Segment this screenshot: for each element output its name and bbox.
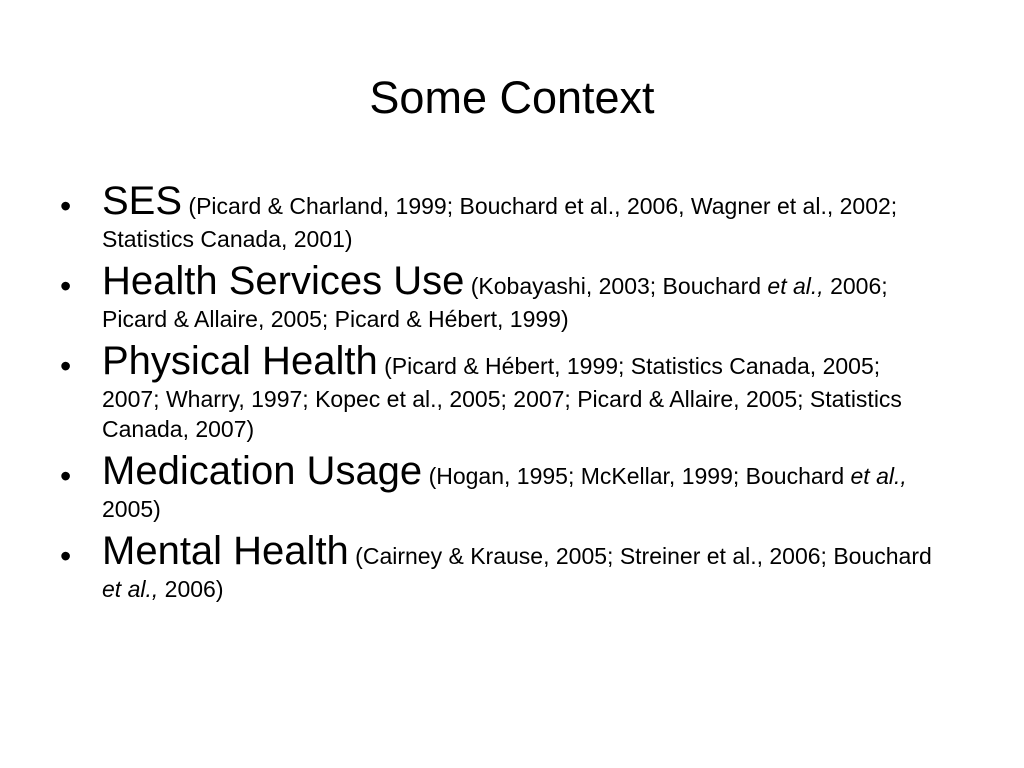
bullet-heading: SES [102,179,183,223]
bullet-dot-icon: • [60,348,72,384]
bullet-body [102,338,940,444]
citation-segment-italic: et al., [102,576,159,602]
bullet-item [60,448,940,524]
bullet-body [102,528,940,604]
bullet-dot-icon: • [60,268,72,304]
bullet-heading: Physical Health [102,339,378,383]
citation-segment-italic: et al., [850,463,907,489]
bullet-item [60,528,940,604]
bullet-item [60,178,940,254]
bullet-heading: Health Services Use [102,259,465,303]
bullet-heading: Mental Health [102,529,349,573]
slide-title: Some Context [369,72,655,123]
citation-segment: 2006; Picard & Allaire, 2005; Picard & Hébert, 1999) [102,273,888,332]
bullet-dot-icon: • [60,188,72,224]
citation-segment: 2005) [102,496,161,522]
citation-segment: (Picard & Charland, 1999; Bouchard et al., 2006, Wagner et al., 2002; Statistics Canada, 2001) [102,193,898,252]
citation-segment-italic: et al., [767,273,824,299]
citation-segment: (Cairney & Krause, 2005; Streiner et al., 2006; Bouchard [348,543,932,569]
bullet-dot-icon: • [60,538,72,574]
citation-segment: (Picard & Hébert, 1999; Statistics Canada, 2005; 2007; Wharry, 1997; Kopec et al., 2005; 2007; Picard & Allaire, 2005; Statistics Canada, 2007) [102,353,902,442]
citation-segment: (Kobayashi, 2003; Bouchard [464,273,768,299]
bullet-dot-icon: • [60,458,72,494]
bullet-body [102,178,940,254]
bullet-body [102,448,940,524]
bullet-list [60,178,940,608]
citation-segment: (Hogan, 1995; McKellar, 1999; Bouchard [422,463,851,489]
bullet-heading: Medication Usage [102,449,423,493]
bullet-item [60,338,940,444]
bullet-item [60,258,940,334]
citation [102,193,897,252]
citation-segment: 2006) [158,576,224,602]
bullet-body [102,258,940,334]
